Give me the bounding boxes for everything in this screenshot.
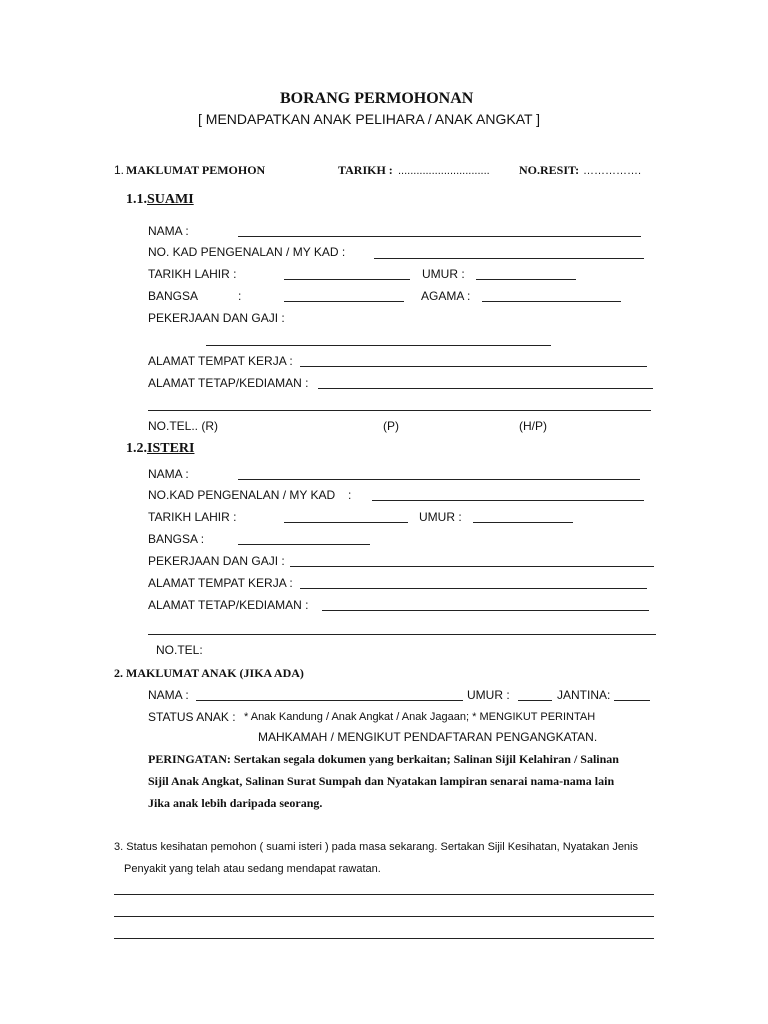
anak-jantina-field[interactable] — [614, 700, 650, 701]
peringatan-line3: Jika anak lebih daripada seorang. — [148, 796, 323, 810]
suami-alamat-kerja-field[interactable] — [300, 366, 647, 367]
isteri-alamat-tetap-label: ALAMAT TETAP/KEDIAMAN : — [148, 598, 309, 612]
isteri-title: ISTERI — [147, 441, 195, 456]
suami-bangsa-label: BANGSA — [148, 289, 199, 303]
isteri-nama-field[interactable] — [238, 479, 640, 480]
suami-alamat-tetap-field[interactable] — [318, 388, 653, 389]
suami-number: 1.1. — [126, 192, 147, 207]
isteri-notel-label: NO.TEL: — [156, 643, 203, 657]
isteri-alamat-tetap-field[interactable] — [322, 610, 649, 611]
suami-ic-label: NO. KAD PENGENALAN / MY KAD : — [148, 245, 346, 259]
anak-status-options: * Anak Kandung / Anak Angkat / Anak Jagaan; * MENGIKUT PERINTAH — [244, 711, 596, 723]
peringatan-line1: PERINGATAN: Sertakan segala dokumen yang berkaitan; Salinan Sijil Kelahiran / Salinan — [148, 752, 619, 766]
anak-nama-label: NAMA : — [148, 688, 189, 702]
anak-status-line2: MAHKAMAH / MENGIKUT PENDAFTARAN PENGANGKATAN. — [258, 730, 598, 744]
isteri-tarikh-lahir-field[interactable] — [284, 522, 408, 523]
section1-number: 1. — [114, 163, 125, 177]
tarikh-label: TARIKH : — [338, 163, 393, 177]
section3-field-line1[interactable] — [114, 894, 654, 895]
section3-line2: Penyakit yang telah atau sedang mendapat rawatan. — [124, 863, 381, 875]
section3-field-line2[interactable] — [114, 916, 654, 917]
isteri-alamat-tetap-field-line2[interactable] — [148, 634, 656, 635]
section3-field-line3[interactable] — [114, 938, 654, 939]
isteri-number: 1.2. — [126, 441, 147, 456]
suami-notel-label: NO.TEL.. (R) — [148, 419, 219, 433]
isteri-ic-colon: : — [348, 488, 352, 502]
suami-bangsa-field[interactable] — [284, 301, 404, 302]
suami-pekerjaan-field[interactable] — [206, 345, 551, 346]
section1-title: MAKLUMAT PEMOHON — [126, 163, 266, 177]
suami-bangsa-colon: : — [238, 289, 242, 303]
anak-status-label: STATUS ANAK : — [148, 710, 236, 724]
suami-agama-field[interactable] — [482, 301, 621, 302]
isteri-alamat-kerja-field[interactable] — [300, 588, 647, 589]
isteri-pekerjaan-field[interactable] — [290, 566, 654, 567]
suami-nama-label: NAMA : — [148, 224, 189, 238]
isteri-bangsa-field[interactable] — [238, 544, 370, 545]
section3-line1: 3. Status kesihatan pemohon ( suami isteri ) pada masa sekarang. Sertakan Sijil Kesihatan, Nyatakan Jenis — [114, 841, 638, 853]
anak-umur-field[interactable] — [518, 700, 552, 701]
suami-notel-p-label: (P) — [383, 419, 399, 433]
isteri-nama-label: NAMA : — [148, 467, 189, 481]
suami-agama-label: AGAMA : — [421, 289, 471, 303]
suami-pekerjaan-label: PEKERJAAN DAN GAJI : — [148, 311, 285, 325]
suami-tarikh-lahir-field[interactable] — [284, 279, 410, 280]
suami-umur-field[interactable] — [476, 279, 576, 280]
suami-umur-label: UMUR : — [422, 267, 465, 281]
form-subtitle: [ MENDAPATKAN ANAK PELIHARA / ANAK ANGKAT ] — [198, 111, 541, 127]
isteri-pekerjaan-label: PEKERJAAN DAN GAJI : — [148, 554, 285, 568]
isteri-alamat-kerja-label: ALAMAT TEMPAT KERJA : — [148, 576, 293, 590]
suami-alamat-tetap-label: ALAMAT TETAP/KEDIAMAN : — [148, 376, 309, 390]
suami-nama-field[interactable] — [238, 236, 641, 237]
suami-title: SUAMI — [147, 192, 194, 207]
isteri-ic-field[interactable] — [372, 500, 644, 501]
isteri-tarikh-lahir-label: TARIKH LAHIR : — [148, 510, 237, 524]
suami-ic-field[interactable] — [374, 258, 644, 259]
resit-dots[interactable]: ……………. — [583, 165, 642, 177]
isteri-heading — [126, 442, 194, 456]
suami-alamat-tetap-field-line2[interactable] — [148, 410, 651, 411]
suami-alamat-kerja-label: ALAMAT TEMPAT KERJA : — [148, 354, 293, 368]
anak-jantina-label: JANTINA: — [557, 688, 611, 702]
suami-heading — [126, 193, 194, 207]
anak-umur-label: UMUR : — [467, 688, 510, 702]
isteri-bangsa-label: BANGSA : — [148, 532, 205, 546]
isteri-umur-label: UMUR : — [419, 510, 462, 524]
suami-notel-hp-label: (H/P) — [519, 419, 547, 433]
resit-label: NO.RESIT: — [519, 163, 580, 177]
peringatan-line2: Sijil Anak Angkat, Salinan Surat Sumpah dan Nyatakan lampiran senarai nama-nama lain — [148, 774, 615, 788]
isteri-umur-field[interactable] — [473, 522, 573, 523]
isteri-ic-label: NO.KAD PENGENALAN / MY KAD — [148, 488, 336, 502]
form-title: BORANG PERMOHONAN — [280, 90, 474, 107]
suami-tarikh-lahir-label: TARIKH LAHIR : — [148, 267, 237, 281]
anak-nama-field[interactable] — [196, 700, 463, 701]
tarikh-dots[interactable]: .............................. — [398, 165, 490, 177]
section2-title: 2. MAKLUMAT ANAK (JIKA ADA) — [114, 666, 304, 680]
